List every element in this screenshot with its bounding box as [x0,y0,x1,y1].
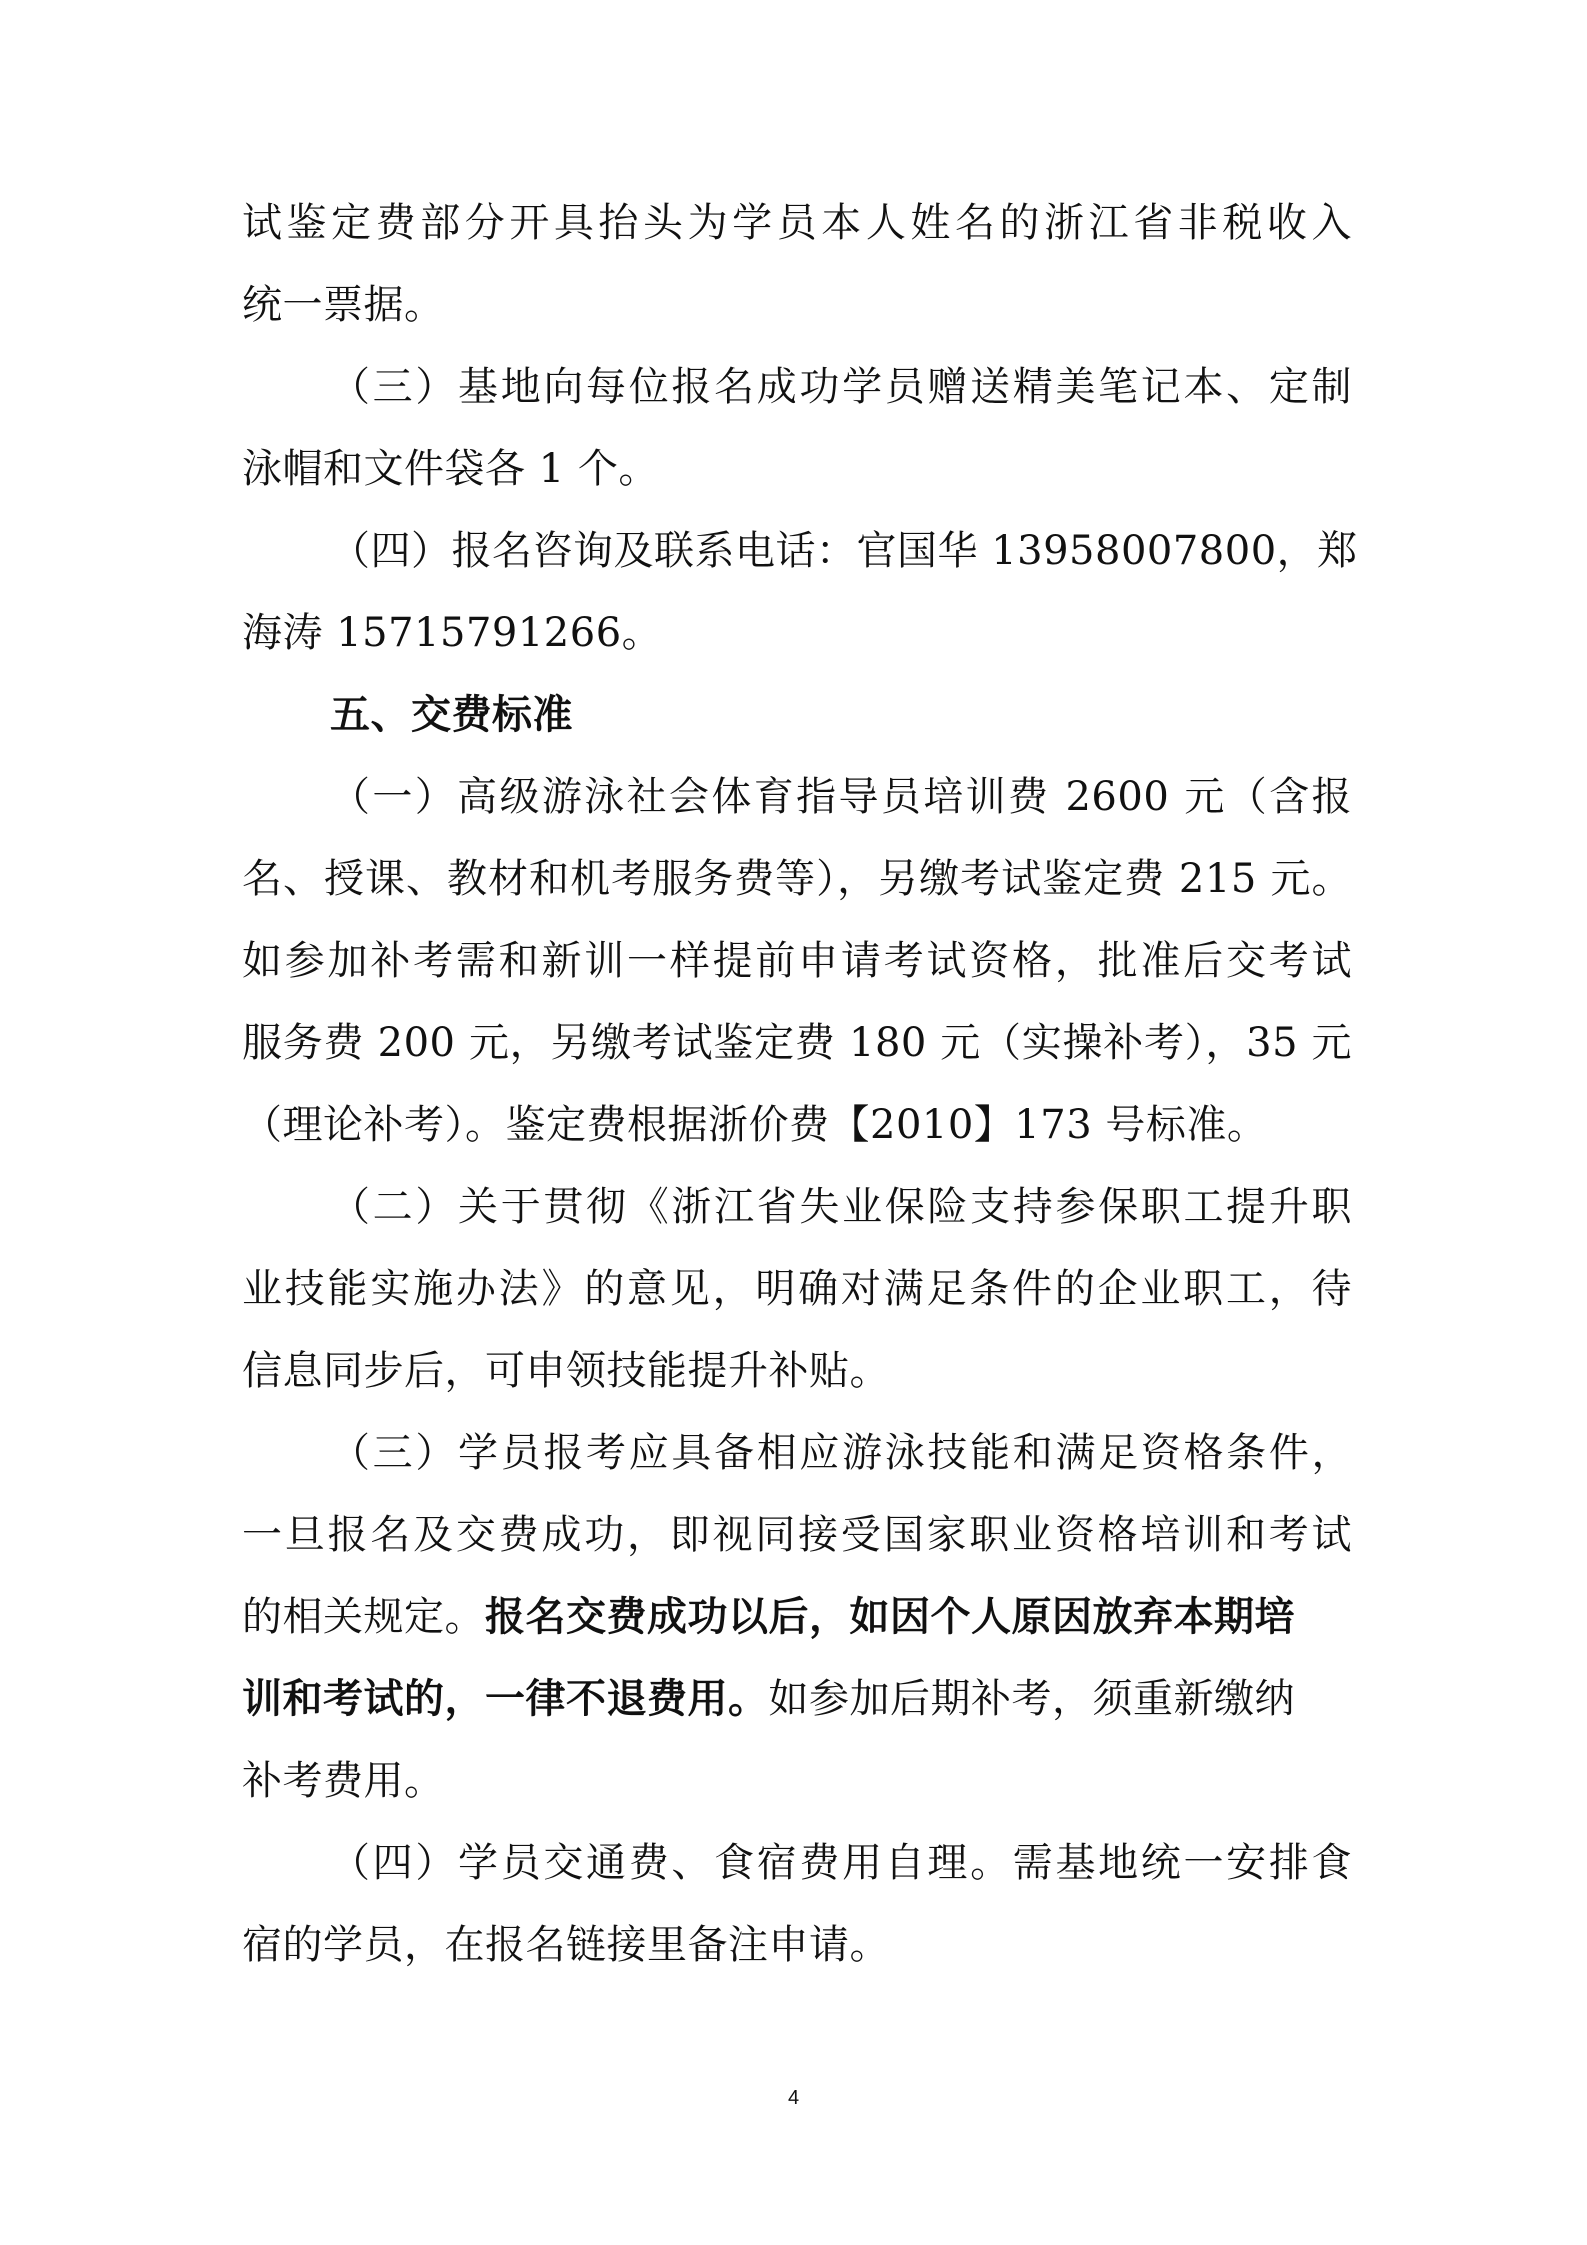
text-line: 业技能实施办法》的意见，明确对满足条件的企业职工，待 [242,1266,1352,1312]
text-line: 统一票据。 [242,282,445,328]
text-line: 名、授课、教材和机考服务费等），另缴考试鉴定费 215 元。 [242,856,1352,902]
text-line: 试鉴定费部分开具抬头为学员本人姓名的浙江省非税收入 [242,200,1352,246]
mixed-emphasis-line [242,1589,1352,1645]
normal-text: 如参加后期补考，须重新缴纳 [768,1676,1295,1722]
paragraph-3-line-1: （三）基地向每位报名成功学员赠送精美笔记本、定制 [330,364,1352,410]
mixed-emphasis-line [242,1671,1352,1727]
text-line: 信息同步后，可申领技能提升补贴。 [242,1348,890,1394]
text-line: 一旦报名及交费成功，即视同接受国家职业资格培训和考试 [242,1512,1352,1558]
text-line: （理论补考）。鉴定费根据浙价费【2010】173 号标准。 [242,1102,1268,1148]
text-line: 服务费 200 元，另缴考试鉴定费 180 元（实操补考），35 元 [242,1020,1352,1066]
text-line: 海涛 15715791266。 [242,610,663,656]
section-heading: 五、交费标准 [330,691,573,738]
bold-warning-text: 训和考试的，一律不退费用。 [242,1675,769,1722]
text-line: 补考费用。 [242,1758,445,1804]
text-line: 泳帽和文件袋各 1 个。 [242,446,659,492]
text-line: 宿的学员，在报名链接里备注申请。 [242,1922,890,1968]
page-number: 4 [787,2087,800,2109]
bold-warning-text: 报名交费成功以后，如因个人原因放弃本期培 [485,1593,1295,1640]
paragraph-4-line-1: （四）报名咨询及联系电话：官国华 13958007800，郑 [330,528,1358,574]
fee-paragraph-1-line-1: （一）高级游泳社会体育指导员培训费 2600 元（含报 [330,774,1352,820]
fee-paragraph-3-line-1: （三）学员报考应具备相应游泳技能和满足资格条件， [330,1430,1352,1476]
normal-text: 的相关规定。 [242,1594,485,1640]
text-line: 如参加补考需和新训一样提前申请考试资格，批准后交考试 [242,938,1352,984]
fee-paragraph-4-line-1: （四）学员交通费、食宿费用自理。需基地统一安排食 [330,1840,1352,1886]
fee-paragraph-2-line-1: （二）关于贯彻《浙江省失业保险支持参保职工提升职 [330,1184,1352,1230]
